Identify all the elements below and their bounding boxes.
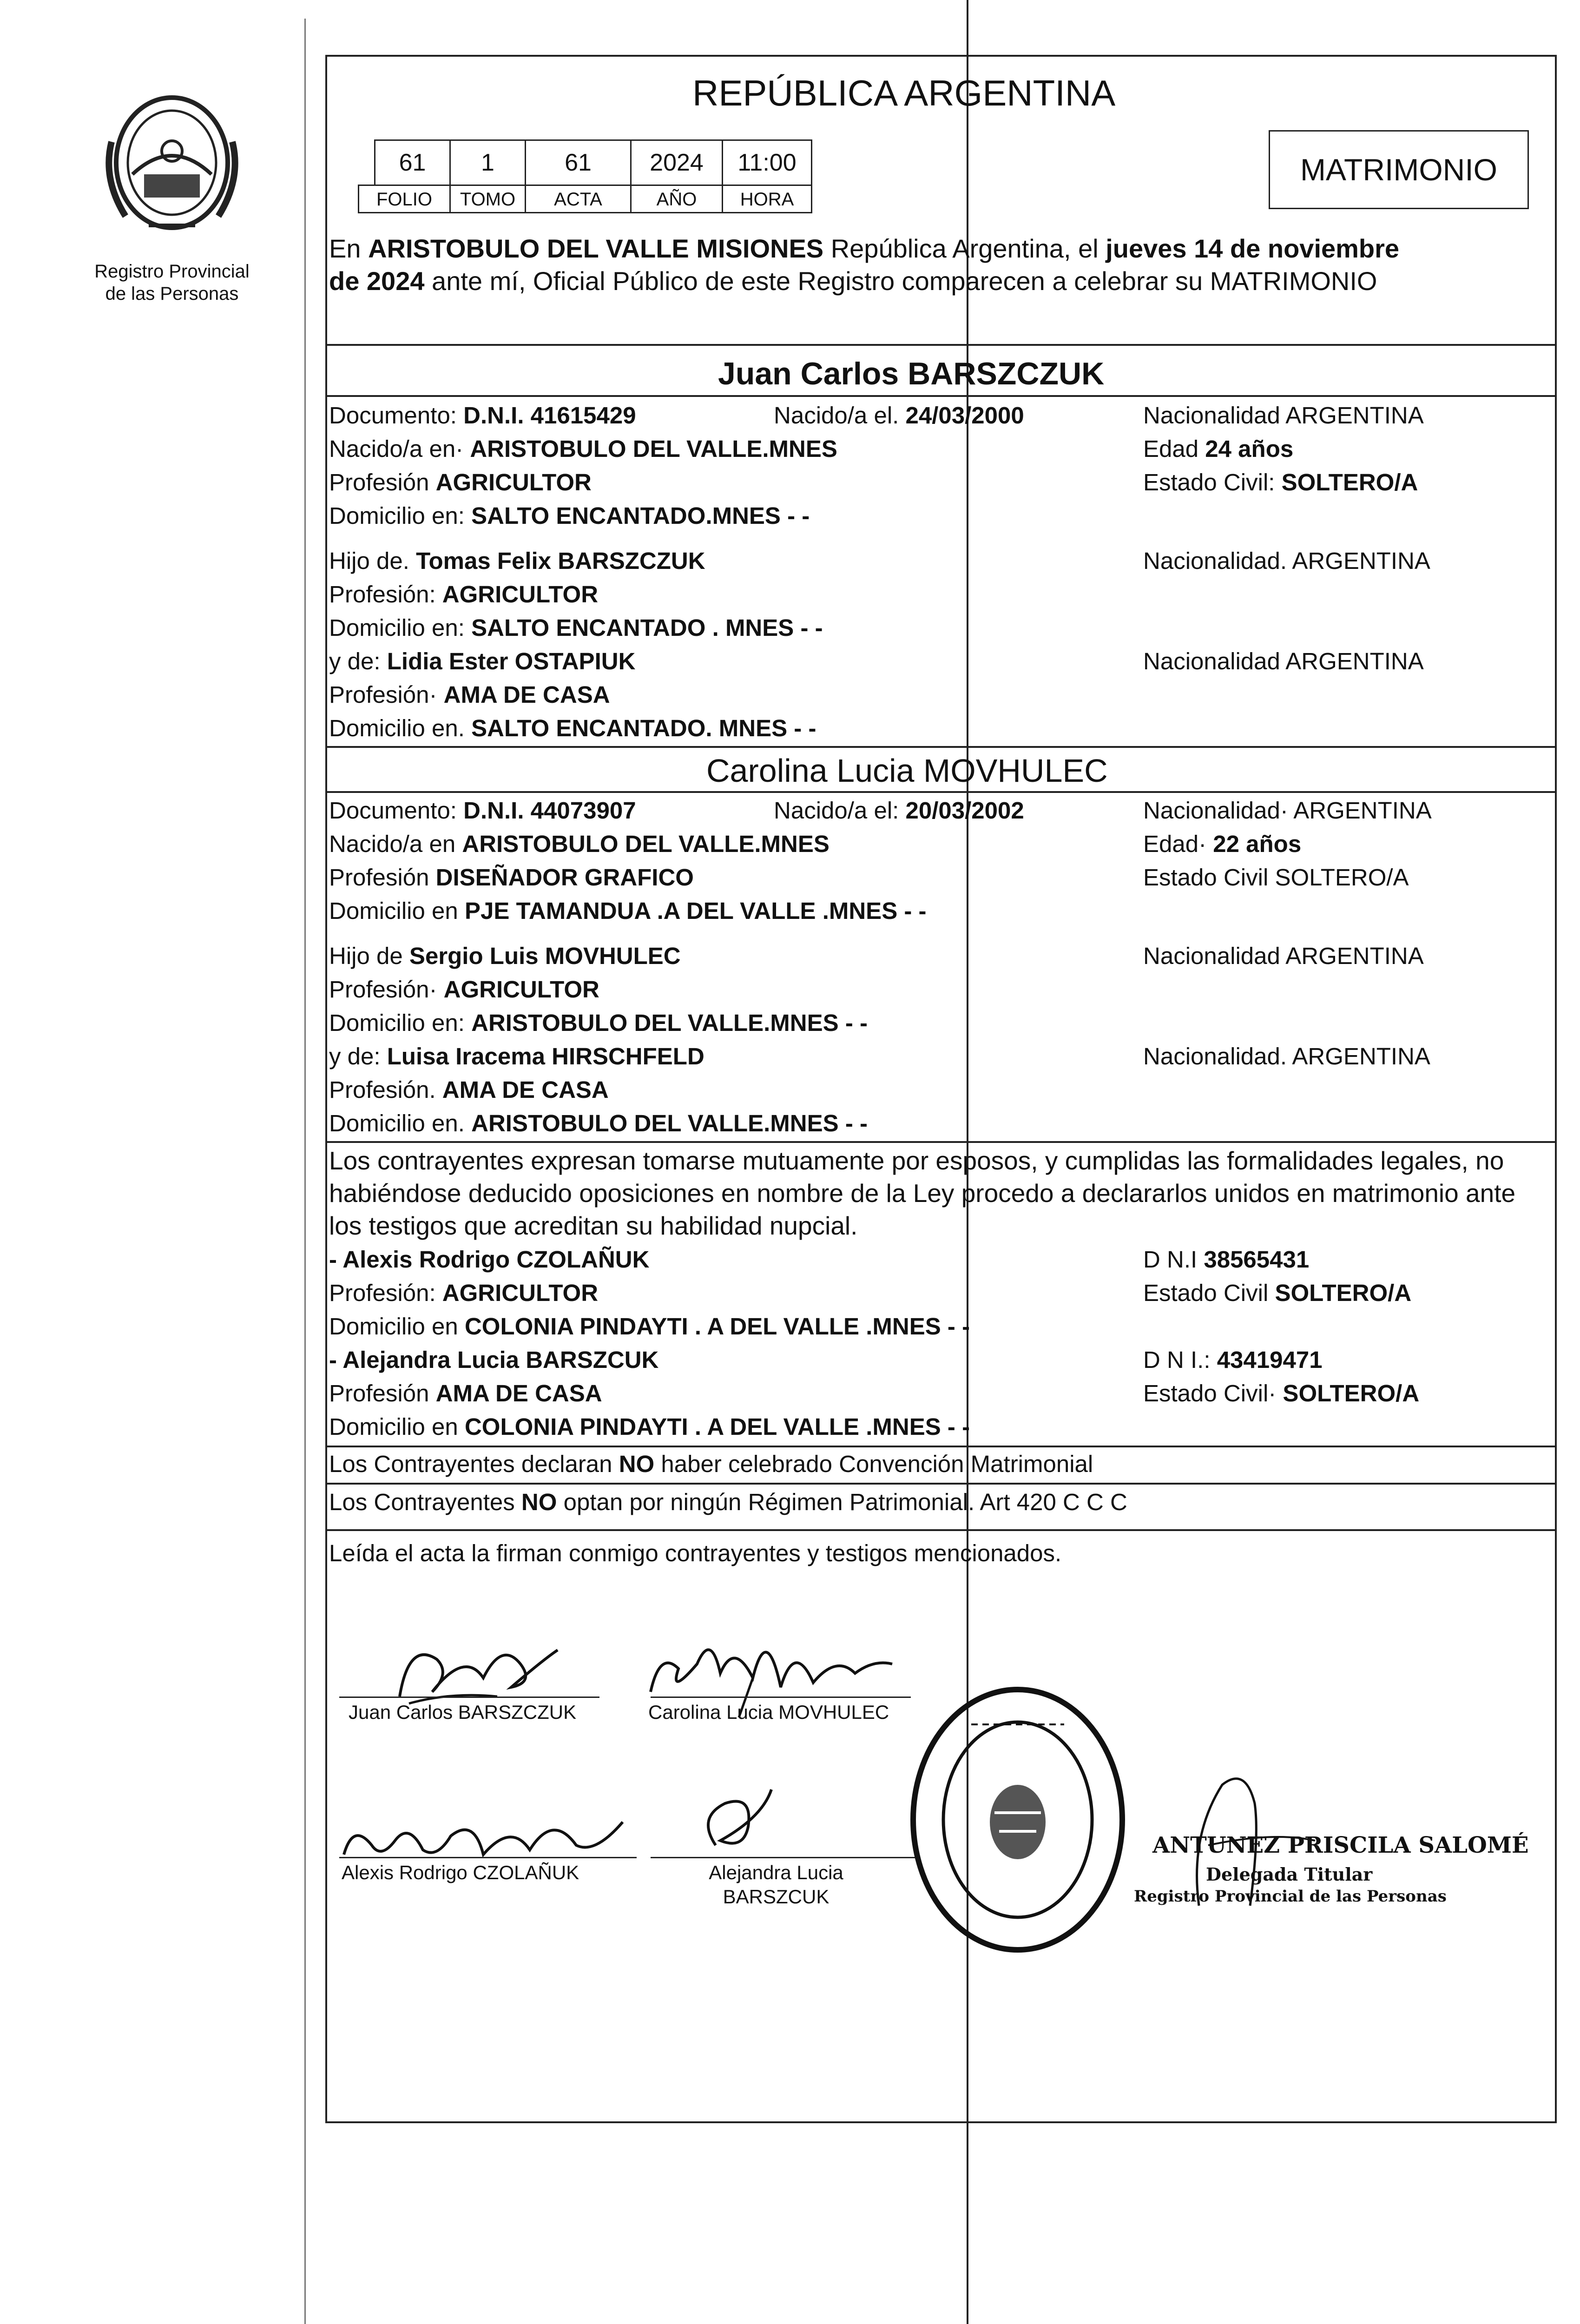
- bride-profession: Profesión DISEÑADOR GRAFICO: [329, 864, 694, 891]
- signature-line: [339, 1857, 637, 1858]
- official-office: Registro Provincial de las Personas: [1134, 1887, 1447, 1906]
- signature-witness1: [335, 1803, 641, 1868]
- divider: [325, 746, 1557, 748]
- witness2-dni: D N I.: 43419471: [1143, 1347, 1323, 1373]
- divider: [325, 1141, 1557, 1143]
- witness1-address: Domicilio en COLONIA PINDAYTI . A DEL VALLE .MNES - -: [329, 1313, 970, 1340]
- bride-birthplace: Nacido/a en ARISTOBULO DEL VALLE.MNES: [329, 831, 830, 857]
- convention-line-2: Los Contrayentes NO optan por ningún Régimen Patrimonial. Art 420 C C C: [329, 1489, 1127, 1515]
- bride-address: Domicilio en PJE TAMANDUA .A DEL VALLE .MNES - -: [329, 898, 927, 924]
- bride-father-profession: Profesión· AGRICULTOR: [329, 976, 599, 1003]
- closing-text: Leída el acta la firman conmigo contrayentes y testigos mencionados.: [329, 1540, 1062, 1566]
- intro-line-2: de 2024 ante mí, Oficial Público de este Registro comparecen a celebrar su MATRIMONIO: [329, 266, 1377, 296]
- signature-line: [651, 1697, 911, 1698]
- bride-father: Hijo de Sergio Luis MOVHULEC: [329, 943, 681, 969]
- bride-mother-nationality: Nacionalidad. ARGENTINA: [1143, 1043, 1430, 1070]
- bride-age: Edad· 22 años: [1143, 831, 1302, 857]
- declaration-line-1: Los contrayentes expresan tomarse mutuamente por esposos, y cumplidas las formalidades legales, no: [329, 1146, 1504, 1175]
- witness2-name: - Alejandra Lucia BARSZCUK: [329, 1347, 659, 1373]
- groom-birth-date: Nacido/a el. 24/03/2000: [774, 402, 1024, 429]
- bride-mother-address: Domicilio en. ARISTOBULO DEL VALLE.MNES - -: [329, 1110, 868, 1136]
- bride-father-address: Domicilio en: ARISTOBULO DEL VALLE.MNES - -: [329, 1010, 868, 1036]
- bride-civil-status: Estado Civil SOLTERO/A: [1143, 864, 1409, 891]
- signature-line: [651, 1857, 920, 1858]
- divider: [325, 1529, 1557, 1531]
- divider: [325, 791, 1557, 793]
- tomo-label: TOMO: [449, 185, 526, 213]
- signature-label-witness2-last: BARSZCUK: [723, 1886, 830, 1908]
- declaration-line-2: habiéndose deducido oposiciones en nombre de la Ley procedo a declararlos unidos en matrimonio ante: [329, 1179, 1516, 1208]
- bride-name: Carolina Lucia MOVHULEC: [706, 753, 1108, 789]
- divider: [325, 1483, 1557, 1485]
- anio-label: AÑO: [630, 185, 723, 213]
- groom-birthplace: Nacido/a en· ARISTOBULO DEL VALLE.MNES: [329, 436, 837, 462]
- groom-mother: y de: Lidia Ester OSTAPIUK: [329, 648, 636, 674]
- groom-mother-address: Domicilio en. SALTO ENCANTADO. MNES - -: [329, 715, 816, 741]
- groom-profession: Profesión AGRICULTOR: [329, 469, 592, 495]
- groom-civil-status: Estado Civil: SOLTERO/A: [1143, 469, 1418, 495]
- provincial-seal-logo: [93, 86, 251, 244]
- bride-document: Documento: D.N.I. 44073907: [329, 797, 636, 824]
- groom-address: Domicilio en: SALTO ENCANTADO.MNES - -: [329, 502, 810, 529]
- document-title: REPÚBLICA ARGENTINA: [692, 73, 1116, 113]
- logo-caption-1: Registro Provincial: [94, 261, 250, 282]
- groom-father-profession: Profesión: AGRICULTOR: [329, 581, 599, 607]
- signature-label-groom: Juan Carlos BARSZCZUK: [349, 1701, 577, 1723]
- declaration-line-3: los testigos que acreditan su habilidad nupcial.: [329, 1211, 858, 1240]
- signature-witness2: [688, 1780, 781, 1859]
- divider: [325, 1446, 1557, 1447]
- signature-label-bride: Carolina Lucia MOVHULEC: [648, 1701, 889, 1723]
- witness2-civil-status: Estado Civil· SOLTERO/A: [1143, 1380, 1420, 1406]
- divider: [325, 395, 1557, 397]
- acta-value: 61: [525, 139, 632, 186]
- bride-father-nationality: Nacionalidad ARGENTINA: [1143, 943, 1424, 969]
- divider: [325, 344, 1557, 346]
- witness2-address: Domicilio en COLONIA PINDAYTI . A DEL VALLE .MNES - -: [329, 1413, 970, 1440]
- convention-line-1: Los Contrayentes declaran NO haber celebrado Convención Matrimonial: [329, 1451, 1093, 1477]
- groom-mother-nationality: Nacionalidad ARGENTINA: [1143, 648, 1424, 674]
- bride-mother: y de: Luisa Iracema HIRSCHFELD: [329, 1043, 704, 1070]
- registry-round-stamp: [906, 1683, 1129, 1957]
- witness1-profession: Profesión: AGRICULTOR: [329, 1280, 599, 1306]
- hora-value: 11:00: [722, 139, 812, 186]
- signature-label-witness1: Alexis Rodrigo CZOLAÑUK: [342, 1862, 579, 1883]
- bride-mother-profession: Profesión. AMA DE CASA: [329, 1076, 609, 1103]
- logo-caption-2: de las Personas: [105, 284, 239, 304]
- witness1-civil-status: Estado Civil SOLTERO/A: [1143, 1280, 1412, 1306]
- intro-line-1: En ARISTOBULO DEL VALLE MISIONES República Argentina, el jueves 14 de noviembre: [329, 234, 1400, 263]
- groom-name: Juan Carlos BARSZCZUK: [718, 356, 1105, 391]
- signature-line: [339, 1697, 599, 1698]
- signature-label-witness2-first: Alejandra Lucia: [709, 1862, 843, 1883]
- acta-label: ACTA: [525, 185, 632, 213]
- groom-mother-profession: Profesión· AMA DE CASA: [329, 681, 610, 708]
- margin-line: [304, 19, 306, 2324]
- groom-nationality: Nacionalidad ARGENTINA: [1143, 402, 1424, 429]
- witness2-profession: Profesión AMA DE CASA: [329, 1380, 602, 1406]
- witness1-name: - Alexis Rodrigo CZOLAÑUK: [329, 1246, 650, 1273]
- groom-age: Edad 24 años: [1143, 436, 1294, 462]
- folio-label: FOLIO: [358, 185, 451, 213]
- groom-father-nationality: Nacionalidad. ARGENTINA: [1143, 548, 1430, 574]
- bride-nationality: Nacionalidad· ARGENTINA: [1143, 797, 1432, 824]
- tomo-value: 1: [449, 139, 526, 186]
- official-role: Delegada Titular: [1206, 1864, 1373, 1885]
- groom-father-address: Domicilio en: SALTO ENCANTADO . MNES - -: [329, 614, 823, 641]
- bride-birth-date: Nacido/a el: 20/03/2002: [774, 797, 1024, 824]
- groom-document: Documento: D.N.I. 41615429: [329, 402, 636, 429]
- anio-value: 2024: [630, 139, 723, 186]
- witness1-dni: D N.I 38565431: [1143, 1246, 1310, 1273]
- hora-label: HORA: [722, 185, 812, 213]
- folio-value: 61: [374, 139, 451, 186]
- groom-father: Hijo de. Tomas Felix BARSZCZUK: [329, 548, 705, 574]
- acta-type-box: MATRIMONIO: [1269, 130, 1529, 209]
- official-name: ANTUNEZ PRISCILA SALOMÉ: [1152, 1832, 1529, 1858]
